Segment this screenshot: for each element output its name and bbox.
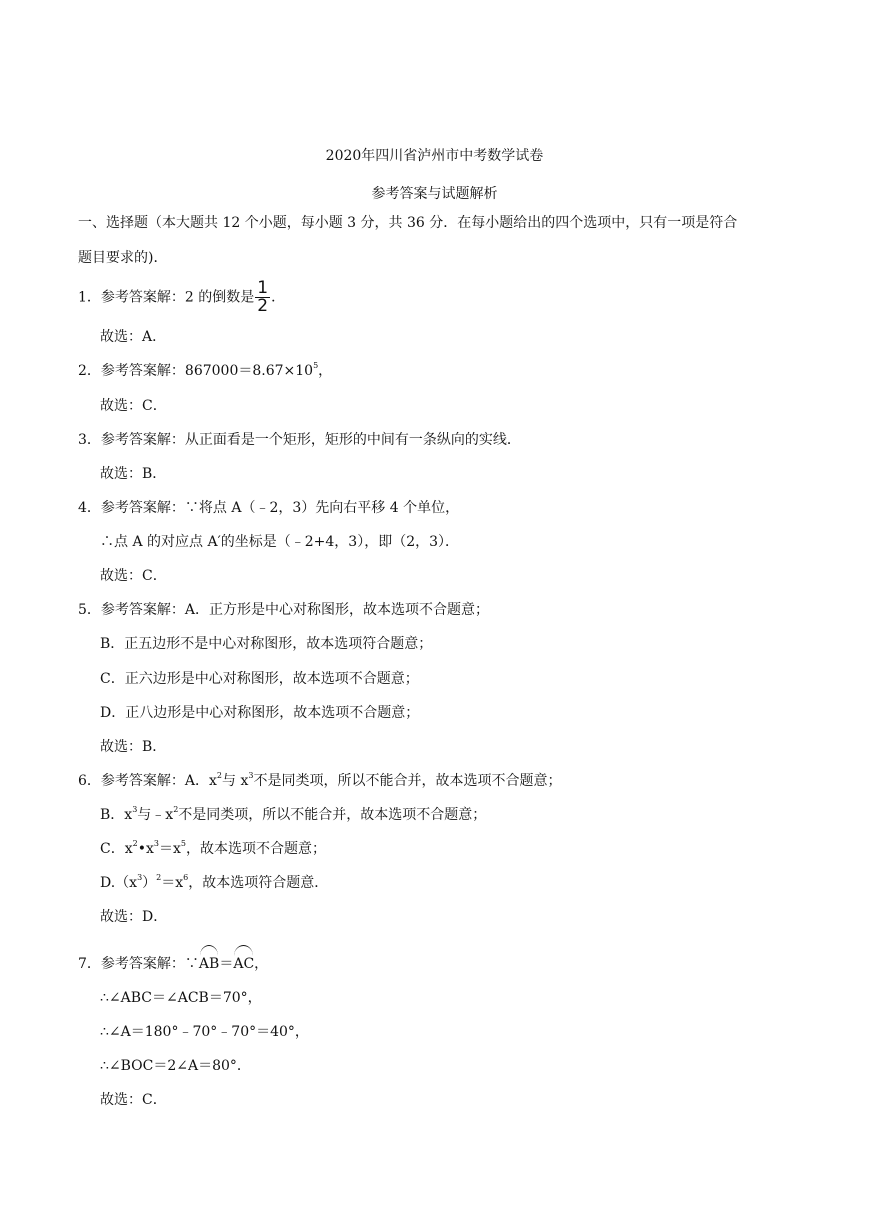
- q5-line1: 5．参考答案解：A．正方形是中心对称图形，故本选项不合题意；: [78, 602, 490, 618]
- q7-line1: [78, 945, 268, 977]
- q1-answer: [78, 280, 285, 315]
- q6-c-exp2: 3: [153, 839, 159, 848]
- page-title: 2020年四川省泸州市中考数学试卷: [325, 148, 544, 164]
- q6-c-mid2: ＝x: [158, 841, 181, 857]
- q6-b-pre: B．x: [100, 807, 133, 823]
- q1-prefix: 1．参考答案解：2 的倒数是: [78, 289, 255, 306]
- q6-c-mid: •x: [137, 841, 154, 857]
- arc-ab: AB: [199, 945, 219, 977]
- q1-fraction-denominator: 2: [257, 296, 269, 316]
- q7-equals: ＝: [219, 956, 234, 972]
- q6-d-mid2: ＝x: [161, 875, 184, 891]
- q5-choice: 故选：B．: [100, 739, 167, 755]
- q5-line4: D．正八边形是中心对称图形，故本选项不合题意；: [100, 705, 420, 721]
- q3-answer: 3．参考答案解：从正面看是一个矩形，矩形的中间有一条纵向的实线．: [78, 432, 521, 448]
- q7-suffix: ，: [254, 956, 269, 972]
- q6-d-exp1: 3: [137, 873, 143, 882]
- section-heading-line1: 一、选择题（本大题共 12 个小题，每小题 3 分，共 36 分．在每小题给出的四个选项中，只有一项是符合: [78, 215, 738, 231]
- q2-answer: [78, 361, 332, 381]
- q6-option-d: [100, 873, 328, 893]
- q6-d-pre: D.（x: [100, 875, 138, 891]
- q2-exponent: 5: [313, 361, 319, 370]
- q2-text: 2．参考答案解：867000＝8.67×10: [78, 363, 314, 379]
- q6-choice: 故选：D．: [100, 909, 168, 925]
- q6-d-mid: ）: [142, 875, 157, 891]
- q1-fraction: [255, 280, 270, 315]
- q2-choice: 故选：C．: [100, 398, 167, 414]
- q6-option-b: [100, 805, 486, 825]
- q6-d-exp3: 6: [183, 873, 189, 882]
- q7-choice: 故选：C．: [100, 1092, 167, 1108]
- q6-c-pre: C．x: [100, 841, 133, 857]
- q1-choice: 故选：A．: [100, 329, 167, 345]
- section-heading-line2: 题目要求的)．: [78, 250, 168, 266]
- q6-d-post: ，故本选项符合题意．: [188, 875, 329, 891]
- q5-line3: C．正六边形是中心对称图形，故本选项不合题意；: [100, 671, 419, 687]
- q6-b-exp1: 3: [132, 805, 138, 814]
- q6-c-exp1: 2: [132, 839, 138, 848]
- q6-b-exp2: 2: [173, 805, 179, 814]
- q6-option-c: [100, 839, 326, 859]
- q3-choice: 故选：B．: [100, 466, 167, 482]
- arc-ac: AC: [233, 945, 254, 977]
- q7-line3: ∴∠A＝180°﹣70°﹣70°＝40°，: [100, 1024, 309, 1040]
- q6-b-mid: 与﹣x: [137, 807, 174, 823]
- q7-line4: ∴∠BOC＝2∠A＝80°．: [100, 1058, 251, 1074]
- page-subtitle: 参考答案与试题解析: [371, 186, 498, 202]
- q7-prefix: 7．参考答案解：∵: [78, 956, 199, 972]
- q6-c-post: ，故本选项不合题意；: [185, 841, 326, 857]
- q6-a-exp1: 2: [216, 771, 223, 780]
- q6-a-post: 不是同类项，所以不能合并，故本选项不合题意；: [253, 773, 562, 789]
- q6-b-post: 不是同类项，所以不能合并，故本选项不合题意；: [178, 807, 487, 823]
- q4-line2: ∴点 A 的对应点 A′的坐标是（﹣2+4，3），即（2，3）．: [100, 534, 460, 550]
- q6-c-exp3: 5: [180, 839, 186, 848]
- q6-a-pre: 6．参考答案解：A．x: [78, 773, 217, 789]
- q4-choice: 故选：C．: [100, 568, 167, 584]
- q4-line1: 4．参考答案解：∵将点 A（﹣2，3）先向右平移 4 个单位，: [78, 500, 460, 516]
- q1-fraction-numerator: 1: [257, 278, 269, 298]
- q5-line2: B．正五边形不是中心对称图形，故本选项符合题意；: [100, 636, 433, 652]
- q6-option-a: [78, 771, 561, 791]
- q7-line2: ∴∠ABC＝∠ACB＝70°，: [100, 990, 262, 1006]
- q2-tail: ，: [318, 363, 333, 379]
- q6-a-exp2: 3: [248, 771, 254, 780]
- q1-suffix: ．: [271, 289, 286, 306]
- q6-d-exp2: 2: [156, 873, 162, 882]
- q6-a-mid: 与 x: [222, 773, 249, 789]
